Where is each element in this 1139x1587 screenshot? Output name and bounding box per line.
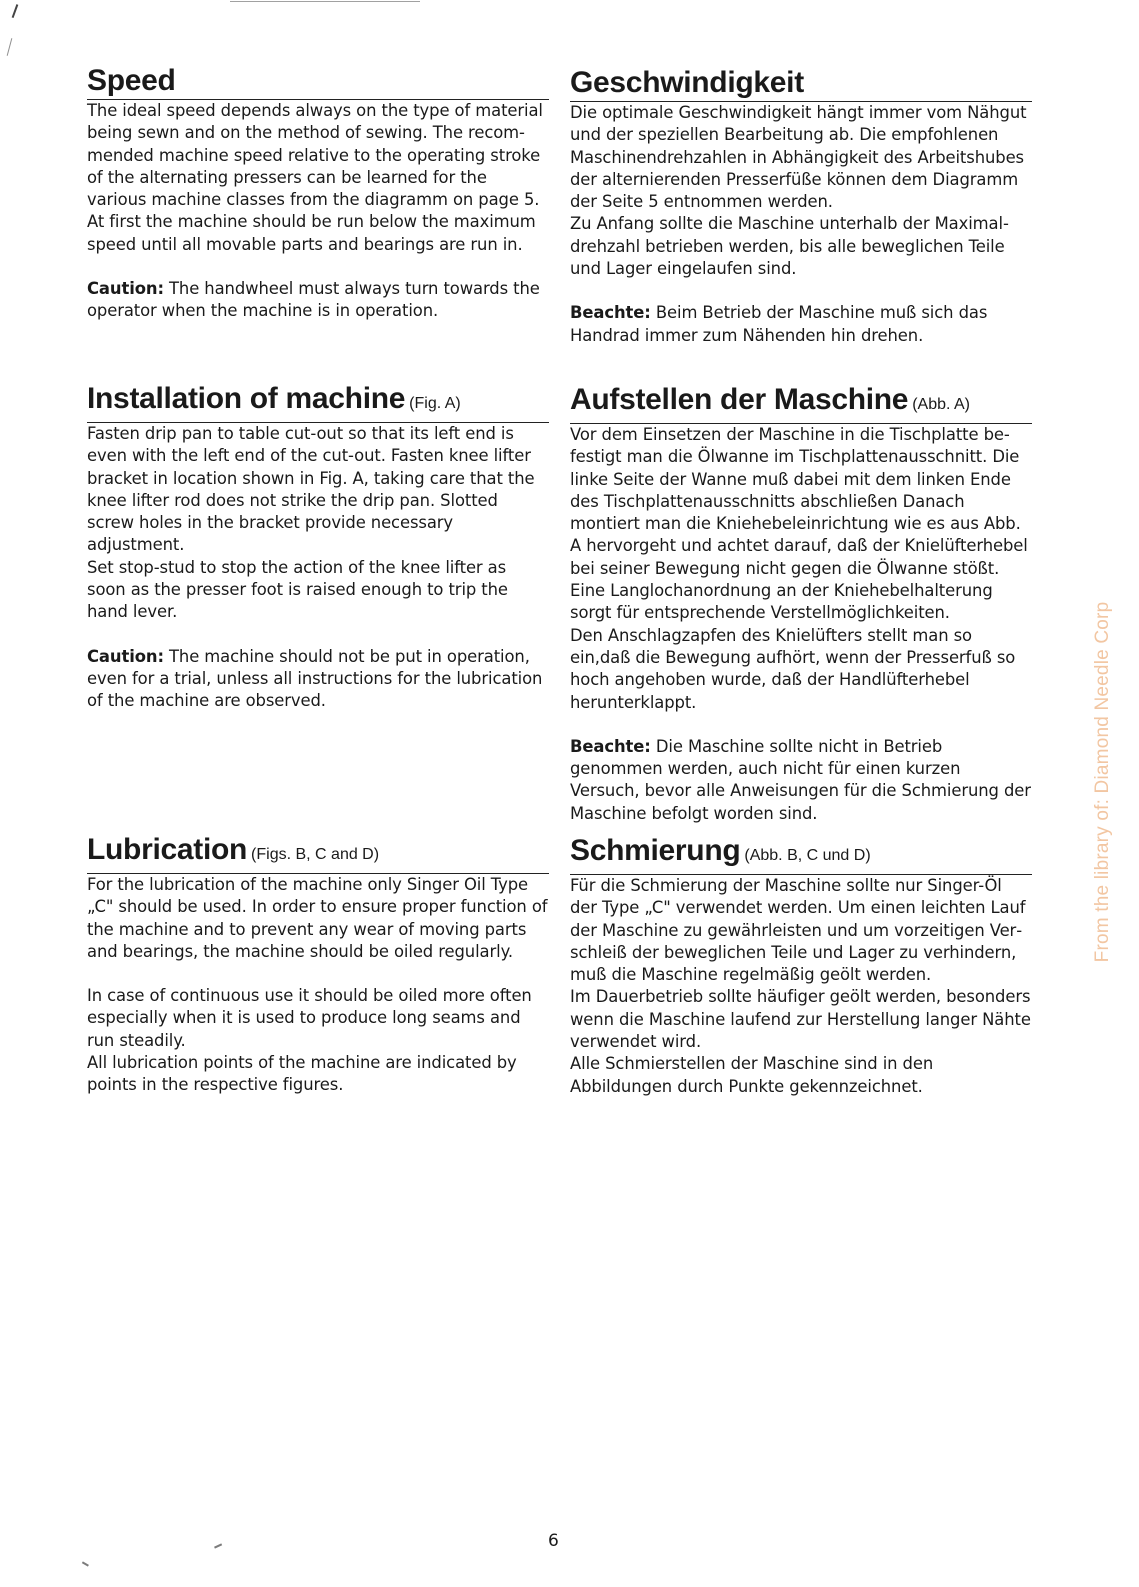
scan-mark-top-line (230, 1, 420, 2)
lubrication-heading (87, 833, 549, 874)
geschwindigkeit-paragraph-1: Die optimale Geschwindigkeit hängt immer vom Nähgut und der speziellen Bearbeitung ab. Die empfohlenen Maschinendrehzahlen in Abhängigkeit des Arbeitshubes der alternierenden Presserfüße können dem Diagramm der Seite 5 entnommen werden. (570, 103, 1027, 212)
installation-caution (87, 646, 549, 713)
speed-paragraph-1: The ideal speed depends always on the type of material being sewn and on the method of sewing. The recommended machine speed relative to the operating stroke of the alternating pressers can be learned for the various machine classes from the diagramm on page 5. (87, 101, 543, 210)
geschwindigkeit-title: Geschwindigkeit (570, 66, 804, 99)
schmierung-section (570, 834, 1032, 1098)
aufstellen-heading (570, 383, 1032, 424)
installation-figure-ref: (Fig. A) (409, 395, 461, 412)
aufstellen-beachte (570, 736, 1032, 825)
scan-mark-bottom-2 (82, 1561, 89, 1566)
schmierung-title: Schmierung (570, 834, 741, 867)
geschwindigkeit-paragraph-2: Zu Anfang sollte die Maschine unterhalb der Maximaldrehzahl betrieben werden, bis alle beweglichen Teile und Lager eingelaufen sind. (570, 214, 1009, 279)
installation-paragraph-1: Fasten drip pan to table cut-out so that its left end is even with the left end of the cut-out. Fasten knee lifter bracket in location shown in Fig. A, taking care that the knee lifter rod does not strike the drip pan. Slotted screw holes in the bracket provide necessary adjustment. (87, 424, 535, 555)
speed-title: Speed (87, 64, 176, 97)
speed-heading (87, 64, 549, 100)
schmierung-heading (570, 834, 1032, 875)
schmierung-paragraph-3: Alle Schmierstellen der Maschine sind in den Abbildungen durch Punkte gekennzeichnet. (570, 1054, 934, 1096)
scan-mark-bottom (214, 1543, 222, 1548)
aufstellen-title: Aufstellen der Maschine (570, 383, 909, 416)
schmierung-paragraph-2: Im Dauerbetrieb sollte häufiger geölt werden, besonders wenn die Maschine laufend zur Herstellung langer Nähte verwendet wird. (570, 987, 1031, 1052)
lubrication-figure-ref: (Figs. B, C and D) (251, 846, 380, 863)
beachte-text: Die Maschine sollte nicht in Betrieb genommen werden, auch nicht für einen kurzen Versuch, bevor alle Anweisungen für die Schmierung der Maschine befolgt worden sind. (570, 736, 1031, 823)
aufstellen-paragraph-2: Den Anschlagzapfen des Knielüfters stellt man so ein,daß die Bewegung aufhört, wenn der Presserfuß so hoch angehoben wurde, daß der Handlüfterhebel herunterklappt. (570, 625, 1016, 712)
installation-title: Installation of machine (87, 382, 406, 415)
lubrication-paragraph-3: All lubrication points of the machine are indicated by points in the respective figures. (87, 1053, 517, 1095)
installation-heading (87, 382, 549, 423)
installation-paragraph-2: Set stop-stud to stop the action of the knee lifter as soon as the presser foot is raised enough to trip the hand lever. (87, 557, 508, 622)
geschwindigkeit-beachte (570, 302, 1032, 347)
library-watermark: From the library of: Diamond Needle Corp (1092, 601, 1113, 963)
beachte-label: Beachte: (570, 303, 651, 323)
caution-text: The machine should not be put in operation, even for a trial, unless all instructions for the lubrication of the machine are observed. (87, 646, 543, 711)
scan-mark-top-left (12, 4, 18, 18)
lubrication-section (87, 833, 549, 1097)
caution-text: The handwheel must always turn towards the operator when the machine is in operation. (87, 279, 540, 321)
lubrication-paragraph-2: In case of continuous use it should be oiled more often especially when it is used to produce long seams and run steadily. (87, 986, 532, 1050)
lubrication-paragraph-1: For the lubrication of the machine only Singer Oil Type „C" should be used. In order to ensure proper function of the machine and to prevent any wear of moving parts and bearings, the machine should be oiled regularly. (87, 875, 548, 961)
lubrication-title: Lubrication (87, 833, 248, 866)
beachte-label: Beachte: (570, 736, 651, 756)
caution-label: Caution: (87, 279, 164, 299)
aufstellen-figure-ref: (Abb. A) (912, 396, 971, 413)
aufstellen-section (570, 383, 1032, 825)
installation-section (87, 382, 549, 713)
schmierung-paragraph-1: Für die Schmierung der Maschine sollte nur Singer-Öl der Type „C" verwendet werden. Um einen leichten Lauf der Maschine zu gewährleisten und um vorzeitigen Verschleiß der beweglichen Teile und Lager zu verhindern, muß die Maschine regelmäßig geölt werden. (570, 876, 1026, 985)
beachte-text: Beim Betrieb der Maschine muß sich das Handrad immer zum Nähenden hin drehen. (570, 303, 988, 345)
speed-caution (87, 278, 549, 323)
speed-section (87, 64, 549, 323)
page-number: 6 (548, 1531, 559, 1551)
schmierung-figure-ref: (Abb. B, C und D) (744, 847, 871, 864)
geschwindigkeit-heading (570, 66, 1032, 102)
speed-paragraph-2: At first the machine should be run below the maximum speed until all movable parts and bearings are run in. (87, 212, 536, 254)
aufstellen-paragraph-1: Vor dem Einsetzen der Maschine in die Tischplatte befestigt man die Ölwanne im Tischplattenausschnitt. Die linke Seite der Wanne muß dabei mit dem linken Ende des Tischplattenausschnitts abschließen Danach montiert man die Kniehebeleinrichtung wie es aus Abb. A hervorgeht und achtet darauf, daß der Knielüfterhebel bei seiner Bewegung nicht gegen die Ölwanne stößt. Eine Langlochanordnung an der Kniehebelhalterung sorgt für entsprechende Verstellmöglichkeiten. (570, 425, 1028, 623)
geschwindigkeit-section (570, 66, 1032, 347)
caution-label: Caution: (87, 646, 164, 666)
scan-mark-top-left-2 (7, 38, 13, 56)
